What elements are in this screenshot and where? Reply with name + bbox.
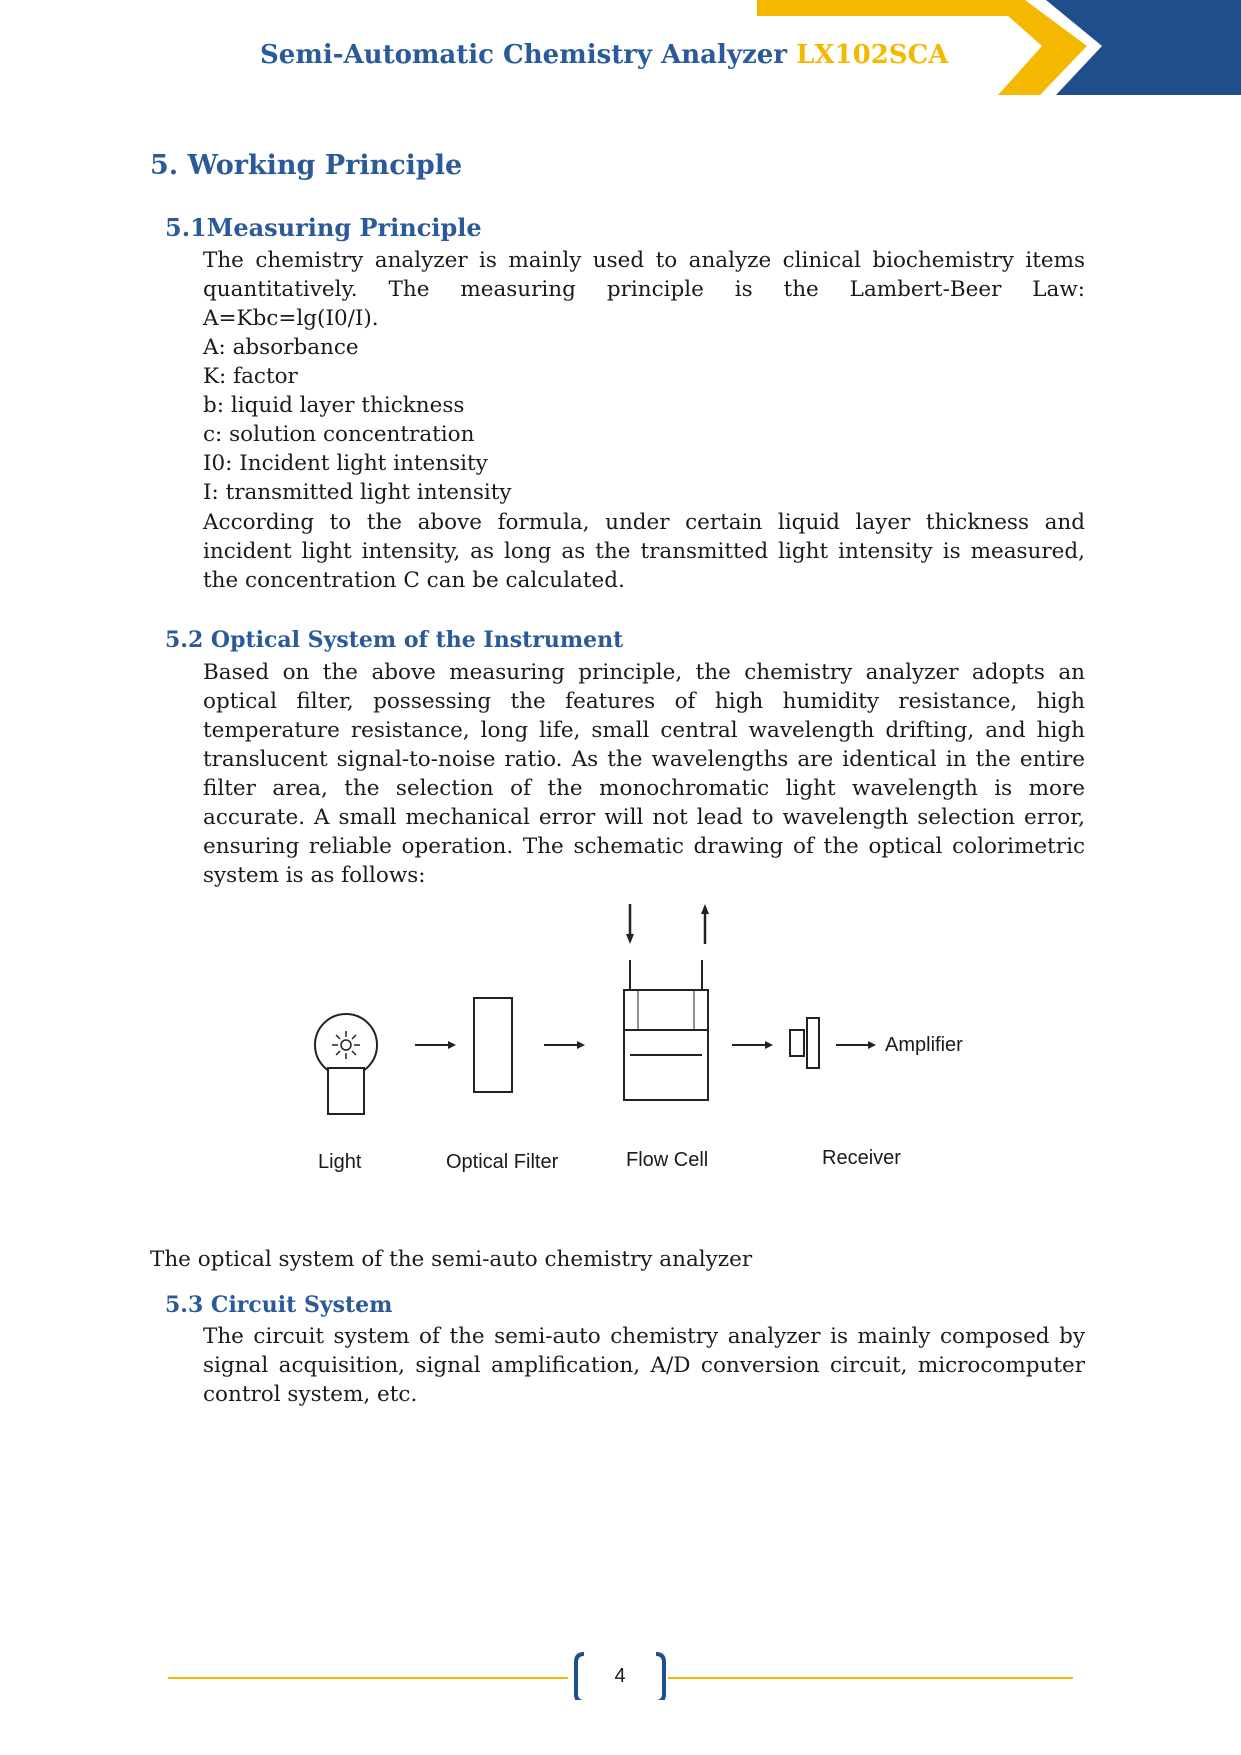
measuring-principle-conclusion: According to the above formula, under certain liquid layer thickness and incident light intensity, as long as the transmitted light intensity is measured, the concentration C can be calculated. — [203, 510, 1085, 593]
arrow-right-icon — [732, 1041, 773, 1049]
optical-system-body: Based on the above measuring principle, the chemistry analyzer adopts an optical filter, possessing the features of high humidity resistance, high temperature resistance, long life, small central wavelength drifting, and high translucent signal-to-noise ratio. As the wavelengths are identical in the entire filter area, the selection of the monochromatic light wavelength is more accurate. A small mechanical error will not lead to wavelength selection error, ensuring reliable operation. The schematic drawing of the optical colorimetric system is as follows: — [203, 660, 1085, 888]
subsection-heading-5-1: 5.1Measuring Principle — [165, 213, 482, 242]
definition-item: A: absorbance — [203, 335, 359, 360]
arrow-right-icon — [836, 1041, 876, 1049]
optical-filter-icon — [474, 998, 512, 1092]
flow-cell-icon — [624, 904, 709, 1100]
receiver-icon — [790, 1018, 819, 1068]
diagram-caption: The optical system of the semi-auto chemistry analyzer — [150, 1247, 753, 1272]
definition-item: K: factor — [203, 364, 298, 389]
light-source-icon — [315, 1014, 377, 1114]
definition-item: b: liquid layer thickness — [203, 393, 465, 418]
optical-filter-label: Optical Filter — [446, 1151, 559, 1173]
definition-item: I: transmitted light intensity — [203, 480, 512, 505]
section-heading: 5. Working Principle — [150, 150, 463, 181]
subsection-heading-5-3: 5.3 Circuit System — [165, 1292, 393, 1318]
amplifier-label: Amplifier — [885, 1034, 963, 1056]
page-number: 4 — [614, 1665, 626, 1687]
arrow-right-icon — [544, 1041, 585, 1049]
subsection-heading-5-2: 5.2 Optical System of the Instrument — [165, 627, 624, 653]
arrow-right-icon — [415, 1041, 456, 1049]
variable-definitions — [203, 333, 512, 507]
measuring-principle-intro: The chemistry analyzer is mainly used to analyze clinical biochemistry items quantitatively. The measuring principle is the Lambert-Beer Law: A=Kbc=lg(I0/I). — [203, 248, 1085, 331]
light-label: Light — [318, 1151, 362, 1173]
optical-system-diagram — [300, 890, 1040, 1200]
receiver-label: Receiver — [822, 1147, 901, 1169]
header-title — [260, 40, 948, 70]
header-model: LX102SCA — [796, 40, 949, 70]
circuit-system-body: The circuit system of the semi-auto chemistry analyzer is mainly composed by signal acquisition, signal amplification, A/D conversion circuit, microcomputer control system, etc. — [203, 1324, 1085, 1407]
flow-cell-label: Flow Cell — [626, 1149, 709, 1171]
header-product-name: Semi-Automatic Chemistry Analyzer — [260, 40, 787, 70]
definition-item: c: solution concentration — [203, 422, 475, 447]
definition-item: I0: Incident light intensity — [203, 451, 488, 476]
